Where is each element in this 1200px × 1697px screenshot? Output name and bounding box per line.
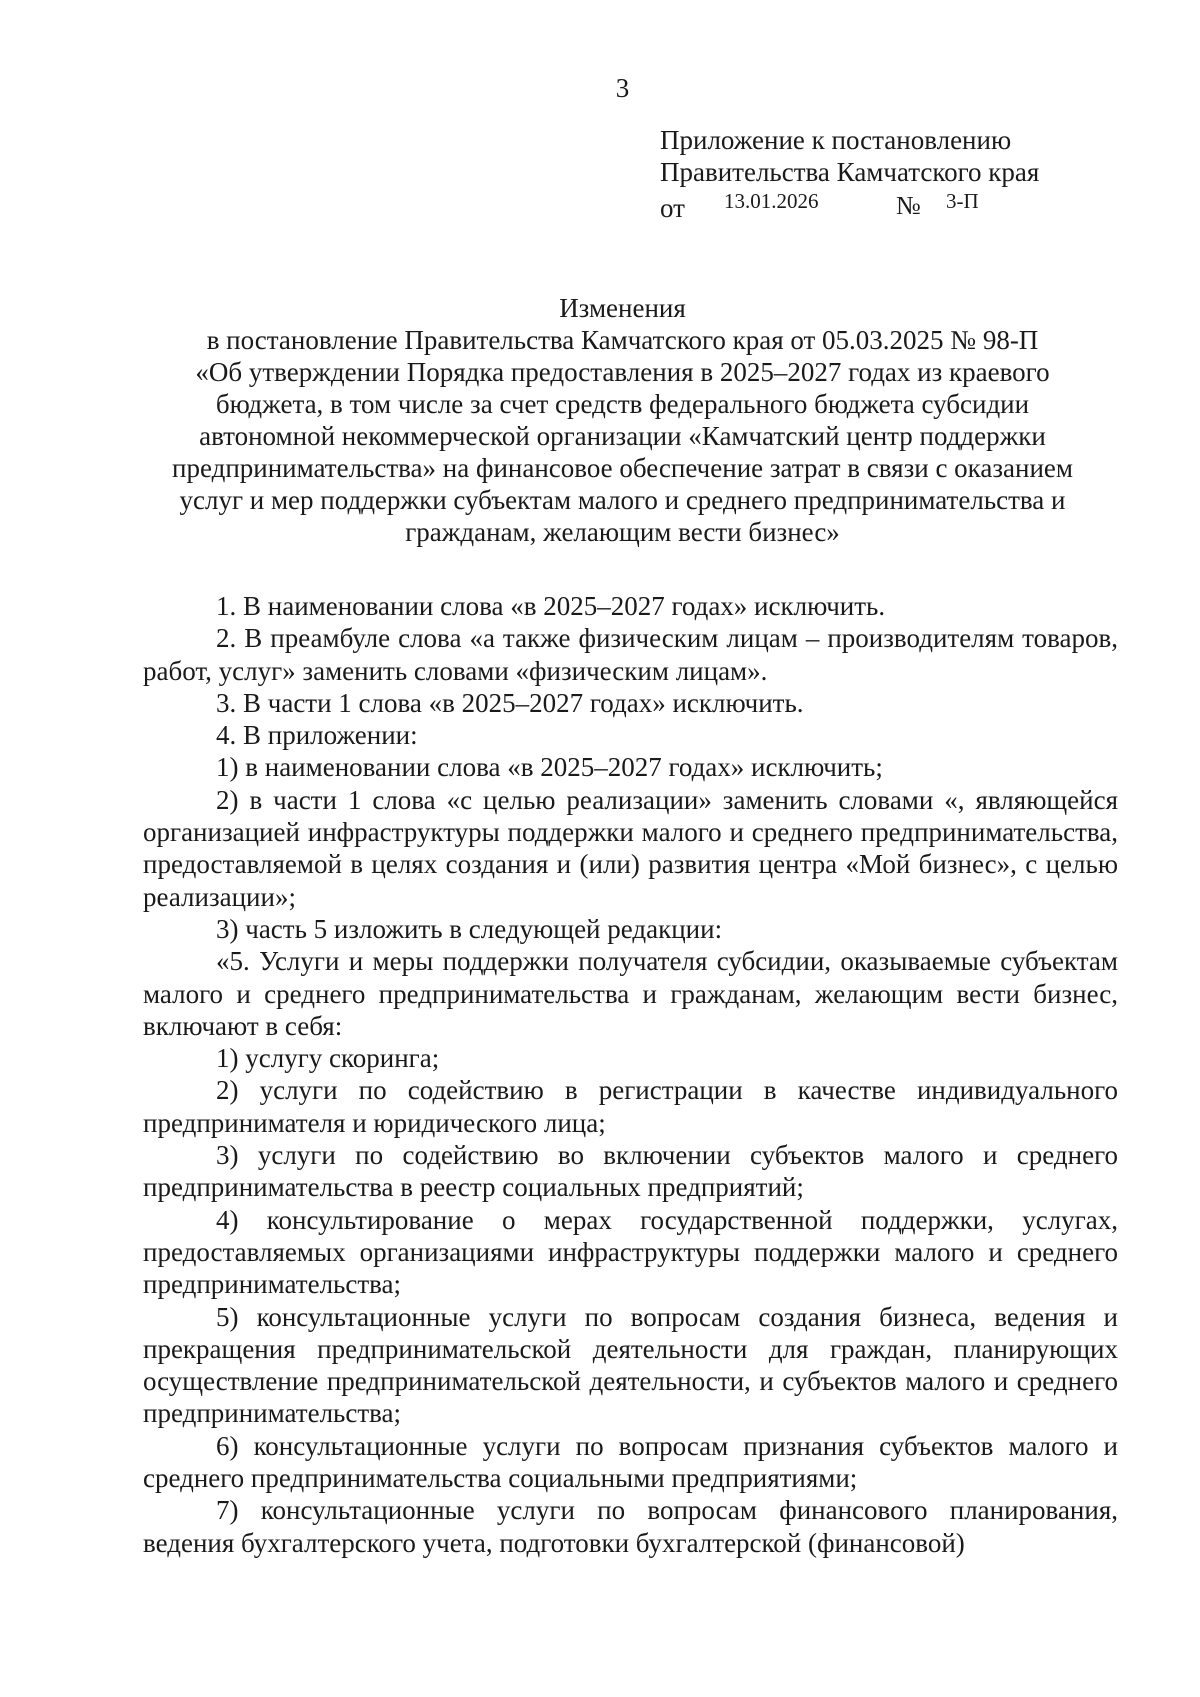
paragraph: 1) в наименовании слова «в 2025–2027 годах» исключить;: [216, 752, 883, 783]
page-number: 3: [615, 73, 630, 103]
document-body: [143, 590, 1118, 1559]
paragraph: «5. Услуги и меры поддержки получателя субсидии, оказываемые субъектам малого и среднего предпринимательства и гражданам, желающим вести бизнес, включают в себя:: [143, 946, 1118, 1041]
paragraph: 2. В преамбуле слова «а также физическим лицам – производителям товаров, работ, услуг» заменить словами «физическим лицам».: [143, 623, 1118, 686]
title-line: в постановление Правительства Камчатского края от 05.03.2025 № 98-П: [206, 325, 1039, 355]
paragraph: 1) услугу скоринга;: [216, 1043, 440, 1074]
appendix-number: 3-П: [946, 189, 979, 213]
title-line: автономной некоммерческой организации «Камчатский центр поддержки: [199, 421, 1046, 451]
paragraph: 4) консультирование о мерах государственной поддержки, услугах, предоставляемых организациями инфраструктуры поддержки малого и среднего предпринимательства;: [143, 1204, 1118, 1300]
paragraph: 5) консультационные услуги по вопросам создания бизнеса, ведения и прекращения предпринимательской деятельности для граждан, планирующих осуществление предпринимательской деятельности, и субъектов малого и среднего предпринимательства;: [143, 1301, 1118, 1429]
title-line: предпринимательства» на финансовое обеспечение затрат в связи с оказанием: [172, 453, 1073, 483]
paragraph: 3) часть 5 изложить в следующей редакции:: [216, 913, 723, 944]
title-line: «Об утверждении Порядка предоставления в 2025–2027 годах из краевого: [195, 357, 1050, 387]
paragraph: 6) консультационные услуги по вопросам признания субъектов малого и среднего предпринимательства социальными предприятиями;: [143, 1430, 1118, 1494]
paragraph: 3) услуги по содействию во включении субъектов малого и среднего предпринимательства в реестр социальных предприятий;: [143, 1140, 1118, 1203]
title-line: бюджета, в том числе за счет средств федерального бюджета субсидии: [215, 389, 1030, 419]
paragraph: 7) консультационные услуги по вопросам финансового планирования, ведения бухгалтерского учета, подготовки бухгалтерской (финансовой): [143, 1495, 1118, 1558]
appendix-from-label: от: [660, 193, 685, 223]
paragraph: 3. В части 1 слова «в 2025–2027 годах» исключить.: [216, 687, 804, 718]
paragraph: 1. В наименовании слова «в 2025–2027 годах» исключить.: [216, 591, 886, 621]
appendix-line-1: Приложение к постановлению: [660, 125, 1012, 155]
document-title: [140, 292, 1105, 548]
appendix-line-2: Правительства Камчатского края: [660, 157, 1040, 187]
appendix-header: [660, 124, 1040, 223]
paragraph: 4. В приложении:: [216, 720, 418, 751]
title-line: гражданам, желающим вести бизнес»: [405, 517, 840, 547]
title-line: услуг и мер поддержки субъектам малого и среднего предпринимательства и: [179, 485, 1066, 515]
title-heading: Изменения: [559, 293, 686, 323]
paragraph: 2) услуги по содействию в регистрации в качестве индивидуального предпринимателя и юридического лица;: [143, 1075, 1118, 1138]
appendix-date: 13.01.2026: [724, 189, 819, 213]
appendix-number-sign: №: [896, 191, 921, 220]
paragraph: 2) в части 1 слова «с целью реализации» заменить словами «, являющейся организацией инфраструктуры поддержки малого и среднего предпринимательства, предоставляемой в целях создания и (или) развития центра «Мой бизнес», с целью реализации»;: [143, 784, 1118, 912]
